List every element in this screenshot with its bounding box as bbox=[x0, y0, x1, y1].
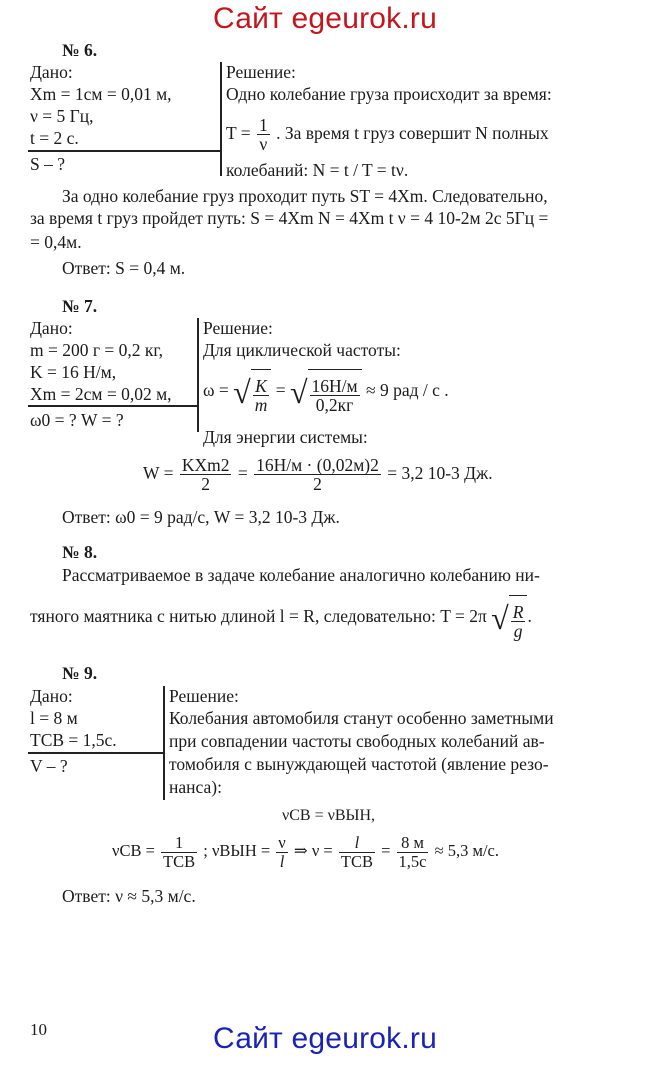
p9-formula-line bbox=[112, 828, 499, 874]
p9-given-line: TСВ = 1,5с. bbox=[30, 730, 117, 750]
fraction-denominator: 2 bbox=[201, 474, 211, 495]
p9-solution-label: Решение: bbox=[169, 686, 239, 706]
p6-solution-line: колебаний: N = t / T = tν. bbox=[226, 160, 409, 180]
p8-sqrt-fraction bbox=[511, 603, 526, 640]
p7-given-divider bbox=[28, 405, 198, 407]
p6-solution-label: Решение: bbox=[226, 62, 296, 82]
p6-vertical-divider bbox=[220, 62, 222, 176]
p9-solution-line: при совпадении частоты свободных колебаний ав- bbox=[169, 731, 545, 751]
p7-given-line: m = 200 г = 0,2 кг, bbox=[30, 340, 163, 360]
p7-W-lhs: W = bbox=[143, 463, 174, 483]
p8-formula-line bbox=[30, 594, 532, 641]
fraction-numerator: KXm2 bbox=[181, 455, 230, 476]
p9-given-label: Дано: bbox=[30, 686, 73, 706]
p9-given-divider bbox=[28, 752, 164, 754]
p7-omega-result: ≈ 9 рад / с . bbox=[365, 380, 449, 400]
p6-period-fraction bbox=[257, 116, 270, 153]
p9-find: V – ? bbox=[30, 756, 68, 776]
p9-vertical-divider bbox=[163, 686, 165, 800]
p9-nu-sv: νСВ = bbox=[112, 841, 155, 860]
fraction-denominator: TСВ bbox=[163, 851, 196, 871]
p9-fraction bbox=[339, 834, 375, 871]
p7-sqrt bbox=[290, 368, 362, 415]
p7-given-line: K = 16 Н/м, bbox=[30, 362, 117, 382]
fraction-denominator: m bbox=[254, 394, 268, 415]
page-number: 10 bbox=[30, 1020, 47, 1039]
sqrt-icon: √ bbox=[289, 374, 308, 411]
p7-energy-fraction bbox=[254, 456, 381, 493]
fraction-numerator: 1 bbox=[161, 834, 197, 853]
p6-solution-line: Одно колебание груза происходит за время: bbox=[226, 84, 552, 104]
p6-given-line: ν = 5 Гц, bbox=[30, 106, 94, 126]
p9-result: ≈ 5,3 м/с. bbox=[434, 841, 499, 860]
p7-energy-formula: W = $\frac{\text{KXm2}}{2}$ = $\frac{16Н/м \cdot (0,02м)2}{2}$ = 3,2 10-3 Дж. bbox=[143, 455, 493, 495]
p7-vertical-divider bbox=[197, 318, 199, 432]
p9-fraction bbox=[276, 834, 287, 871]
p7-omega-formula: ω = √ $\frac{K}{m}$ = √ $\frac{16Н/м}{0,2кг}$ ≈ 9 рад / с . bbox=[203, 368, 449, 415]
fraction-denominator: g bbox=[513, 620, 523, 641]
p6-given-divider bbox=[28, 150, 221, 152]
sqrt-icon: √ bbox=[491, 600, 509, 637]
p7-find: ω0 = ? W = ? bbox=[30, 410, 124, 430]
p6-T-eq: T = bbox=[226, 123, 251, 143]
p8-sqrt bbox=[491, 594, 527, 641]
fraction-numerator: 16Н/м bbox=[311, 375, 358, 396]
p7-energy-fraction bbox=[180, 456, 232, 493]
p8-line: тяного маятника с нитью длиной l = R, следовательно: T = 2π bbox=[30, 606, 487, 626]
p9-solution-line: Колебания автомобиля станут особенно заметными bbox=[169, 708, 554, 728]
p9-fraction bbox=[161, 834, 197, 871]
p8-end: . bbox=[527, 606, 532, 626]
p7-sqrt-fraction bbox=[310, 377, 360, 414]
p6-given-line: Xm = 1см = 0,01 м, bbox=[30, 84, 172, 104]
fraction-numerator: ν bbox=[278, 832, 286, 852]
p7-sqrt bbox=[233, 368, 271, 415]
p6-paragraph: за время t груз пройдет путь: S = 4Xm N = 4Xm t ν = 4 10-2м 2с 5Гц = bbox=[30, 208, 549, 228]
p9-fraction bbox=[397, 834, 429, 871]
p6-answer: Ответ: S = 0,4 м. bbox=[62, 258, 186, 278]
p8-line: Рассматриваемое в задаче колебание аналогично колебанию ни- bbox=[62, 565, 540, 585]
fraction-denominator: 2 bbox=[313, 474, 322, 495]
p6-given-line: t = 2 с. bbox=[30, 128, 79, 148]
p6-paragraph: За одно колебание груз проходит путь ST = 4Xm. Следовательно, bbox=[62, 186, 548, 206]
fraction-denominator: 1,5с bbox=[398, 851, 427, 871]
p6-given-label: Дано: bbox=[30, 62, 73, 82]
p9-given-line: l = 8 м bbox=[30, 708, 78, 728]
p7-W-result: = 3,2 10-3 Дж. bbox=[387, 463, 493, 483]
p7-omega-lhs: ω = bbox=[203, 380, 229, 400]
fraction-denominator: TСВ bbox=[340, 851, 373, 871]
fraction-denominator: ν bbox=[259, 134, 268, 155]
problem-8-heading: № 8. bbox=[62, 542, 98, 562]
p9-answer: Ответ: ν ≈ 5,3 м/с. bbox=[62, 886, 196, 906]
problem-9-heading: № 9. bbox=[62, 663, 98, 683]
p6-period-formula bbox=[226, 112, 549, 154]
problem-7-heading: № 7. bbox=[62, 296, 98, 316]
p7-given-label: Дано: bbox=[30, 318, 73, 338]
p7-given-line: Xm = 2см = 0,02 м, bbox=[30, 384, 172, 404]
p9-solution-line: нанса): bbox=[169, 777, 222, 797]
p7-energy-label: Для энергии системы: bbox=[203, 427, 368, 447]
fraction-numerator: l bbox=[339, 834, 375, 853]
p9-eq-center: νСВ = νВЫН, bbox=[282, 807, 376, 824]
p6-find: S – ? bbox=[30, 154, 65, 174]
fraction-numerator: R bbox=[512, 601, 524, 622]
p7-answer: Ответ: ω0 = 9 рад/с, W = 3,2 10-3 Дж. bbox=[62, 507, 340, 527]
fraction-numerator: K bbox=[253, 377, 270, 396]
p9-nu-vyn: ; νВЫН = bbox=[203, 841, 271, 860]
p9-eq: = bbox=[381, 841, 391, 860]
p7-sqrt-fraction bbox=[253, 377, 270, 414]
problem-6-heading: № 6. bbox=[62, 40, 98, 60]
fraction-numerator: 1 bbox=[259, 115, 268, 136]
p6-paragraph: = 0,4м. bbox=[30, 232, 82, 252]
p7-solution-line: Для циклической частоты: bbox=[203, 340, 401, 360]
site-watermark-top: Сайт egeurok.ru bbox=[213, 2, 437, 35]
fraction-denominator: l bbox=[279, 851, 285, 871]
fraction-numerator: 16Н/м · (0,02м)2 bbox=[256, 455, 379, 476]
p9-arrow: ⇒ ν = bbox=[293, 841, 333, 860]
p6-solution-line: . За время t груз совершит N полных bbox=[276, 123, 549, 143]
p7-solution-label: Решение: bbox=[203, 318, 273, 338]
site-watermark-bottom: Сайт egeurok.ru bbox=[213, 1022, 437, 1055]
p9-solution-line: томобиля с вынуждающей частотой (явление резо- bbox=[169, 754, 549, 774]
fraction-denominator: 0,2кг bbox=[315, 394, 354, 415]
fraction-numerator: 8 м bbox=[397, 834, 429, 853]
sqrt-icon: √ bbox=[233, 374, 251, 411]
